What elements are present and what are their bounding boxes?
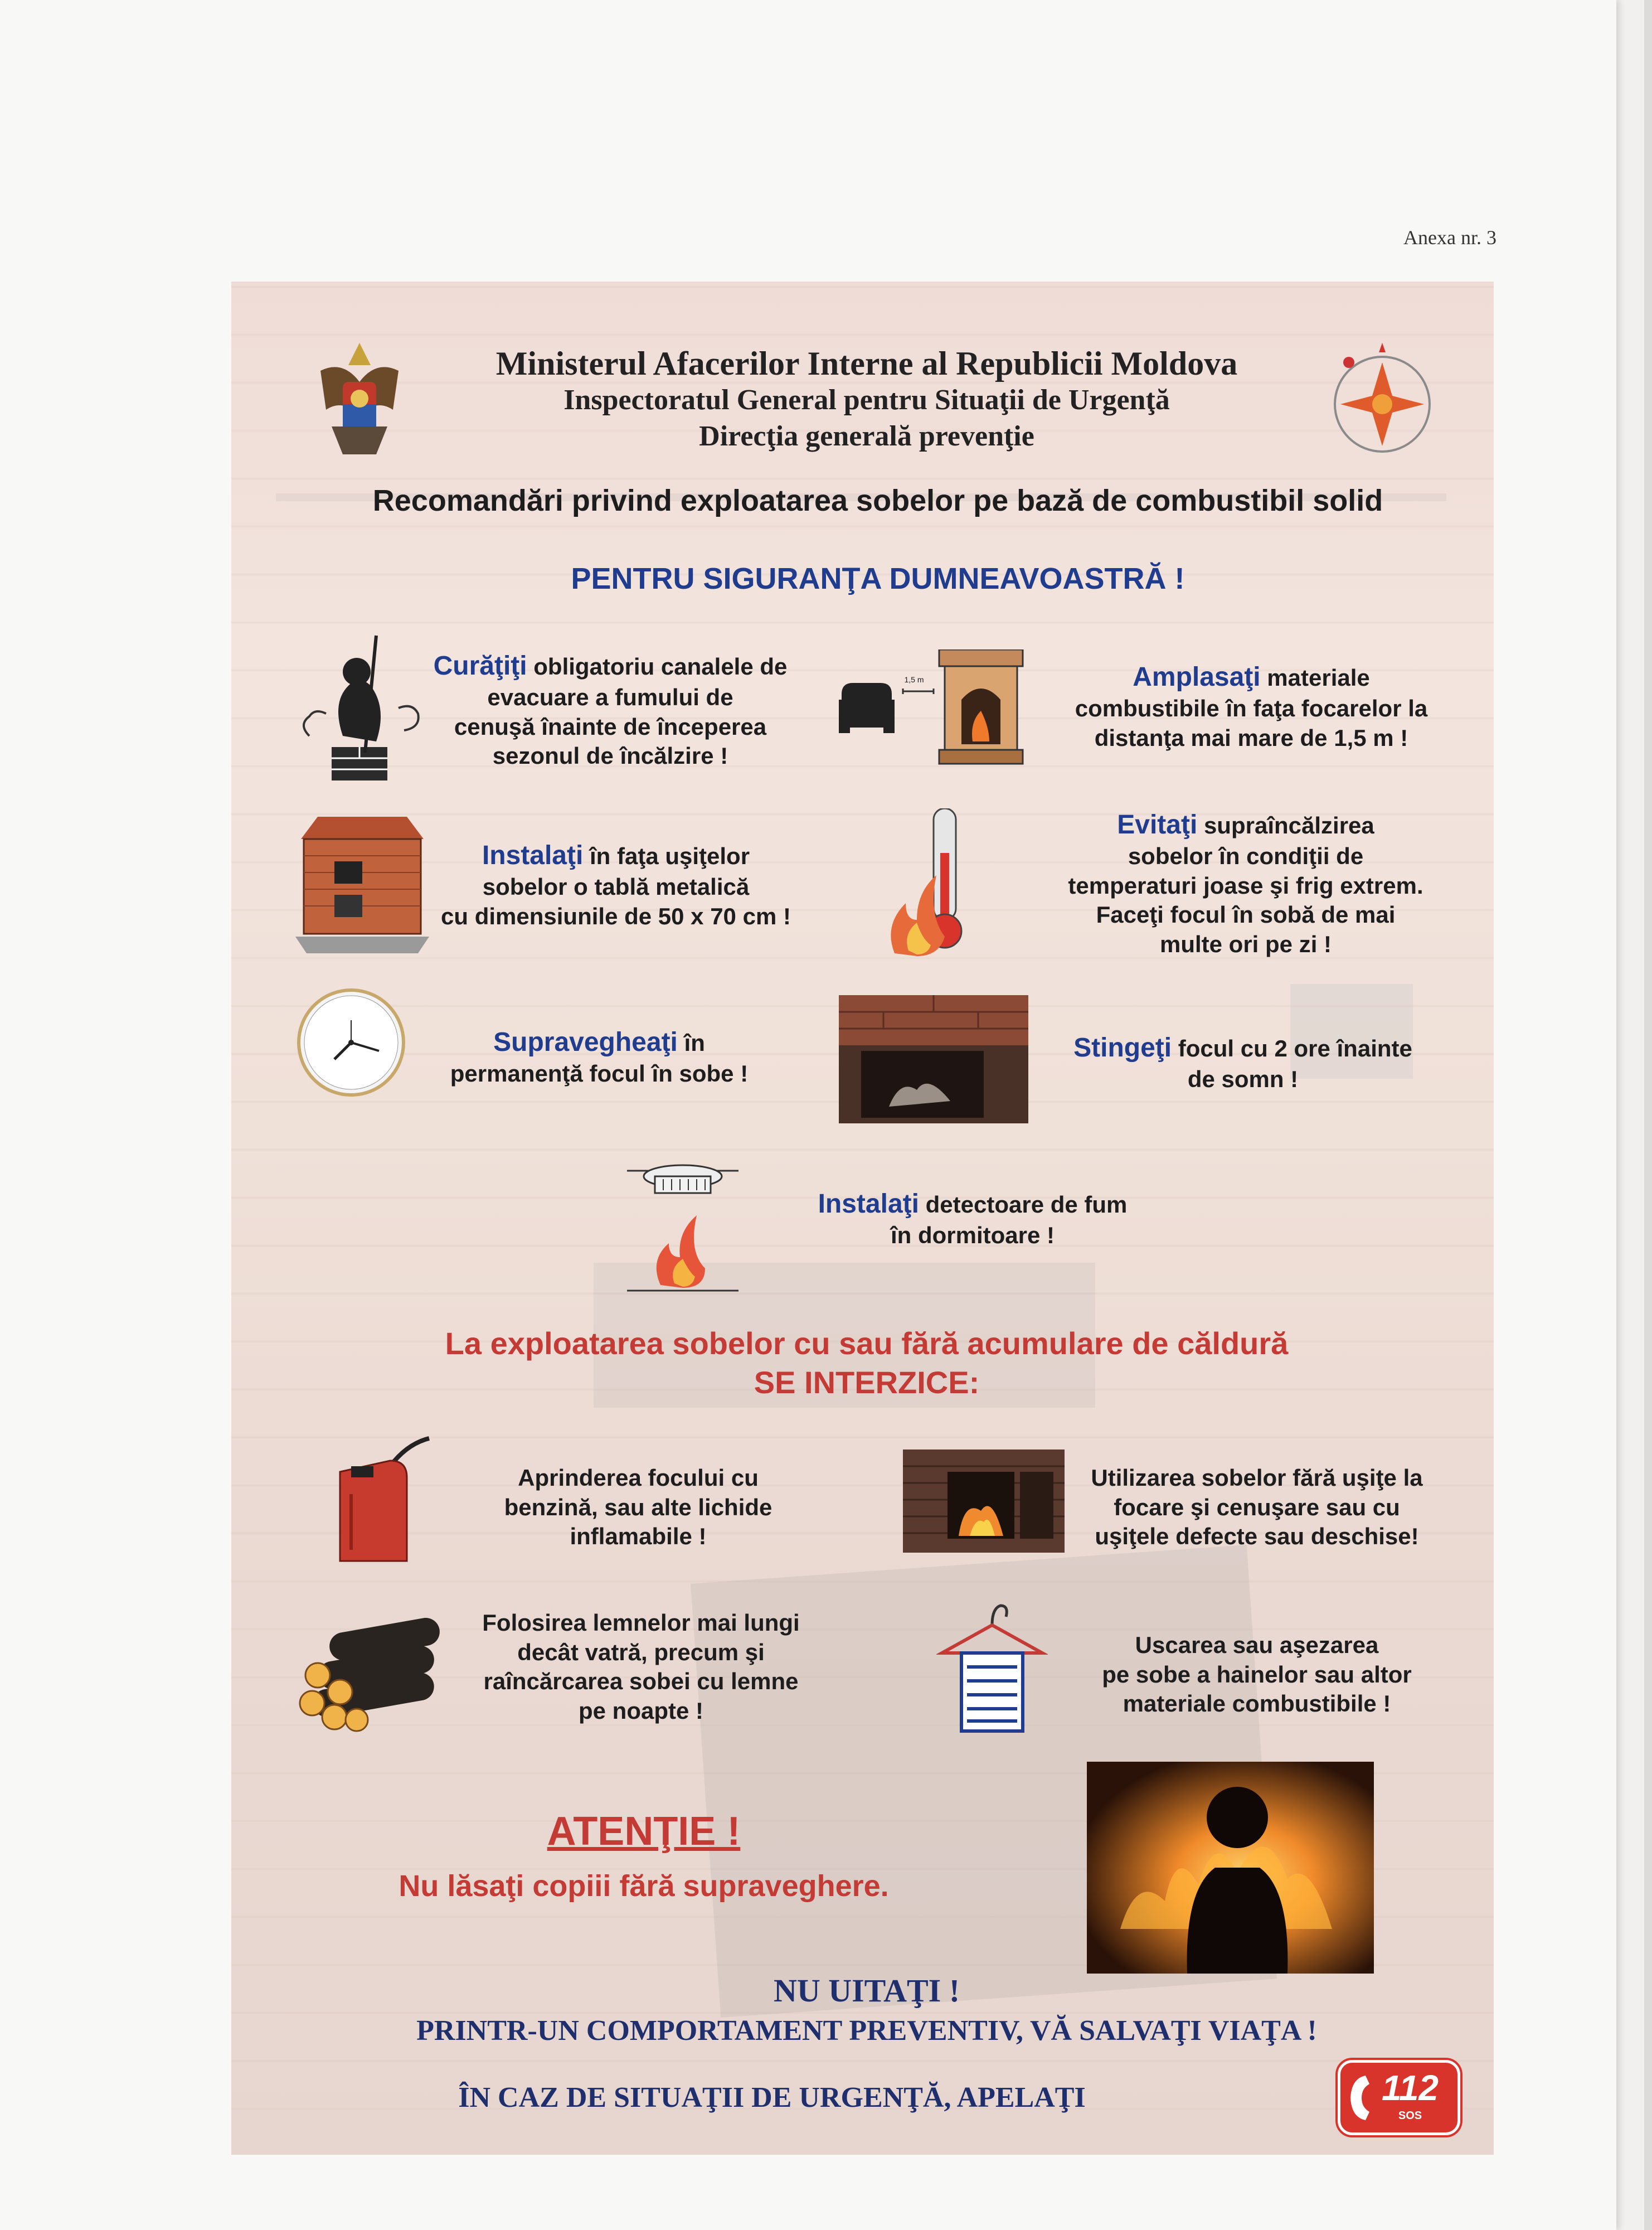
clock-icon — [295, 987, 407, 1098]
ministry-title: Ministerul Afacerilor Interne al Republicii Moldova — [495, 345, 1238, 382]
recommendation-place-materials: Amplasaţi materiale combustibile în faţa focarelor la distanţa mai mare de 1,5 m ! — [1075, 662, 1428, 751]
emergency-service-emblem-icon — [1327, 340, 1438, 457]
prohibited-title: La exploatarea sobelor cu sau fără acumulare de căldură SE INTERZICE: — [445, 1326, 1289, 1400]
phone-icon — [1346, 2073, 1374, 2123]
prohibited-gasoline: Aprinderea focului cu benzină, sau alte lichide inflamabile ! — [504, 1465, 772, 1549]
directorate-title: Direcţia generală prevenţie — [699, 420, 1034, 452]
attention-text: Nu lăsaţi copiii fără supraveghere. — [399, 1869, 889, 1903]
recommendation-install-sheet: Instalaţi în faţa uşiţelor sobelor o tablă metalică cu dimensiunile de 50 x 70 cm ! — [441, 841, 791, 929]
annex-label: Anexa nr. 3 — [1403, 226, 1496, 249]
prohibited-long-logs: Folosirea lemnelor mai lungi decât vatră, precum şi raîncărcarea sobei cu lemne pe noapte ! — [482, 1610, 800, 1724]
recommendation-avoid-overheating: Evitaţi supraîncălzirea sobelor în condiţii de temperaturi joase şi frig extrem. Faceţi focul în sobă de mai multe ori pe zi ! — [1068, 810, 1423, 957]
coat-of-arms-icon — [309, 337, 410, 460]
brick-stove-icon — [295, 817, 429, 956]
poster-subtitle: Recomandări privind exploatarea sobelor pe bază de combustibil solid — [372, 484, 1383, 517]
recommendation-extinguish: Stingeţi focul cu 2 ore înainte de somn ! — [1073, 1033, 1412, 1092]
recommendation-supervise: Supravegheaţi în permanenţă focul în sobe ! — [450, 1027, 749, 1087]
distance-label: 1,5 m — [904, 675, 924, 684]
smoke-detector-icon — [627, 1154, 738, 1299]
safety-poster — [231, 282, 1494, 2155]
firewood-logs-icon — [295, 1608, 457, 1737]
recommendation-clean-chimney: Curăţiţi obligatoriu canalele de evacuare a fumului de cenuşă înainte de începerea sezonul de încălzire ! — [433, 651, 788, 769]
attention-title: ATENŢIE ! — [547, 1809, 741, 1854]
footer-reminder: NU UITAŢI ! — [773, 1972, 960, 2009]
prohibited-drying-clothes: Uscarea sau aşezarea pe sobe a hainelor sau altor materiale combustibile ! — [1102, 1632, 1412, 1717]
footer-prevention-message: PRINTR-UN COMPORTAMENT PREVENTIV, VĂ SALVAŢI VIAŢA ! — [416, 2015, 1317, 2047]
inspectorate-title: Inspectoratul General pentru Situaţii de Urgenţă — [563, 384, 1170, 416]
open-stove-photo — [903, 1450, 1065, 1553]
emergency-number: 112 — [1381, 2068, 1439, 2108]
fuel-canister-icon — [329, 1433, 440, 1567]
clothes-hanger-icon — [936, 1597, 1048, 1737]
prohibited-no-doors: Utilizarea sobelor fără uşiţe la focare şi cenuşare sau cu uşiţele defecte sau deschise! — [1091, 1465, 1423, 1549]
emergency-sos: SOS — [1398, 2110, 1422, 2122]
emergency-112-badge — [1338, 2060, 1460, 2135]
recommendation-smoke-detectors: Instalaţi detectoare de fum în dormitoare ! — [818, 1189, 1128, 1248]
fireplace-photo — [839, 995, 1028, 1123]
child-by-fire-photo — [1087, 1762, 1374, 1974]
thermometer-flame-icon — [883, 808, 978, 959]
chimney-sweep-icon — [298, 624, 426, 786]
footer-emergency-call: ÎN CAZ DE SITUAŢII DE URGENŢĂ, APELAŢI — [458, 2082, 1086, 2113]
safety-title: PENTRU SIGURANŢA DUMNEAVOASTRĂ ! — [571, 562, 1185, 595]
